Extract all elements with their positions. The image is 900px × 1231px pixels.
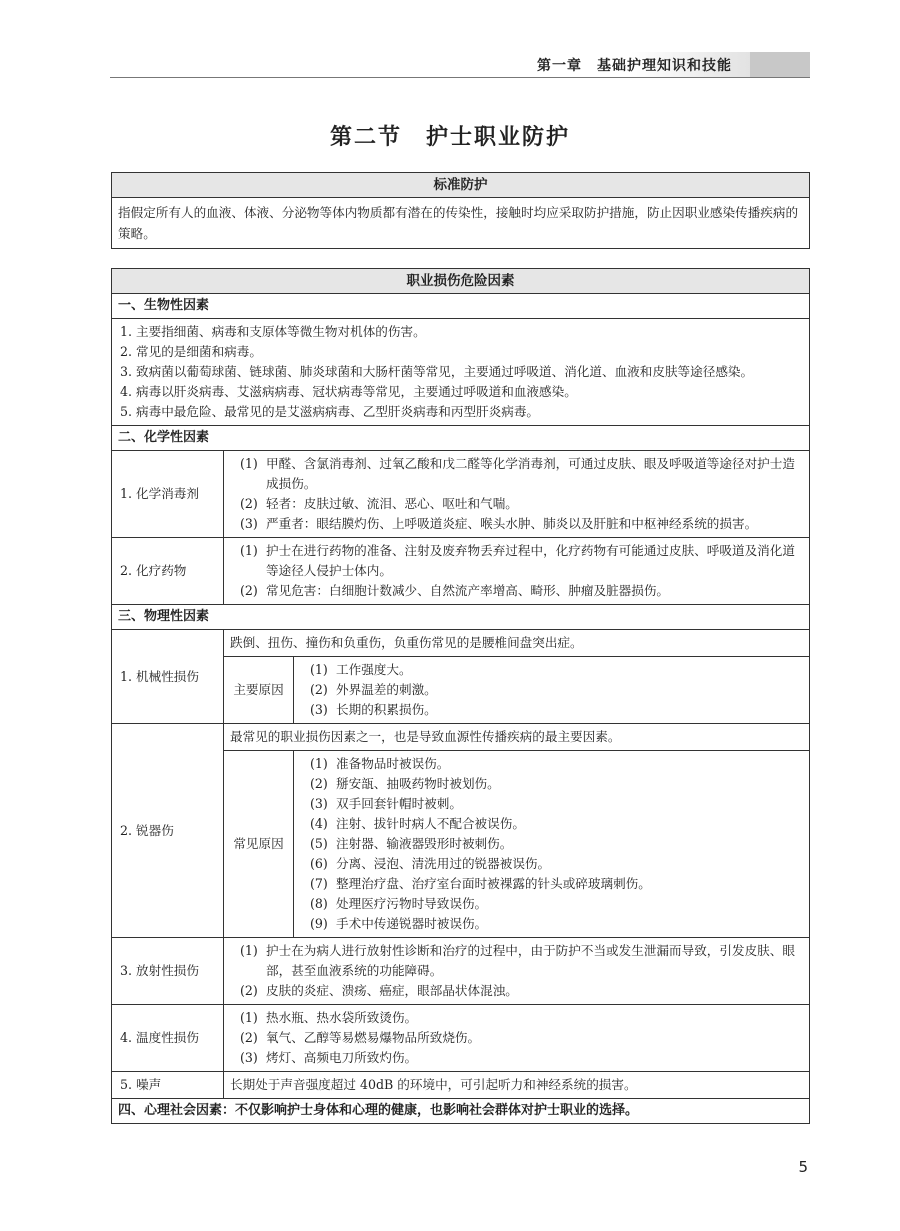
noise-desc: 长期处于声音强度超过 40dB 的环境中，可引起听力和神经系统的损害。 — [224, 1072, 810, 1099]
mech-causes — [294, 657, 810, 724]
item-text: 皮肤的炎症、溃疡、癌症，眼部晶状体混浊。 — [266, 983, 518, 998]
item-number: (9) — [310, 916, 328, 931]
item-number: (6) — [310, 856, 328, 871]
item-number: (1) — [240, 1010, 258, 1025]
risk-table-header: 职业损伤危险因素 — [112, 269, 810, 294]
item-number: (3) — [310, 702, 328, 717]
chemo-label: 2. 化疗药物 — [112, 538, 224, 605]
noise-label: 5. 噪声 — [112, 1072, 224, 1099]
sharp-desc: 最常见的职业损伤因素之一，也是导致血源性传播疾病的最主要因素。 — [224, 724, 810, 751]
phys-section-title: 三、物理性因素 — [112, 605, 810, 630]
disinfectant-items — [224, 451, 810, 538]
standard-protection-table — [111, 172, 810, 249]
item-text: 双手回套针帽时被刺。 — [336, 796, 462, 811]
item-text: 热水瓶、热水袋所致烫伤。 — [266, 1010, 418, 1025]
item-text: 分离、浸泡、清洗用过的锐器被误伤。 — [336, 856, 551, 871]
list-item — [300, 814, 803, 834]
mech-desc: 跌倒、扭伤、撞伤和负重伤，负重伤常见的是腰椎间盘突出症。 — [224, 630, 810, 657]
list-item — [300, 680, 803, 700]
item-number: (4) — [310, 816, 328, 831]
item-text: 整理治疗盘、治疗室台面时被裸露的针头或碎玻璃刺伤。 — [336, 876, 651, 891]
item-number: (2) — [310, 682, 328, 697]
item-text: 常见危害：白细胞计数减少、自然流产率增高、畸形、肿瘤及脏器损伤。 — [266, 583, 669, 598]
item-number: (2) — [310, 776, 328, 791]
list-item — [300, 874, 803, 894]
list-item — [230, 454, 803, 494]
list-item — [230, 981, 803, 1001]
item-text: 处理医疗污物时导致误伤。 — [336, 896, 488, 911]
list-item — [300, 660, 803, 680]
chem-section-title: 二、化学性因素 — [112, 426, 810, 451]
list-item — [230, 941, 803, 981]
item-number: (3) — [310, 796, 328, 811]
list-item — [230, 541, 803, 581]
list-item: 2. 常见的是细菌和病毒。 — [120, 344, 262, 359]
list-item: 1. 主要指细菌、病毒和支原体等微生物对机体的伤害。 — [120, 324, 426, 339]
bio-items — [112, 319, 810, 426]
list-item: 5. 病毒中最危险、最常见的是艾滋病病毒、乙型肝炎病毒和丙型肝炎病毒。 — [120, 404, 540, 419]
mech-cause-label: 主要原因 — [224, 657, 294, 724]
disinfectant-label: 1. 化学消毒剂 — [112, 451, 224, 538]
sharp-cause-label: 常见原因 — [224, 751, 294, 938]
chapter-title: 第一章 基础护理知识和技能 — [537, 58, 732, 74]
item-number: (3) — [240, 1050, 258, 1065]
item-number: (2) — [240, 1030, 258, 1045]
list-item — [300, 894, 803, 914]
item-text: 护士在进行药物的准备、注射及废弃物丢弃过程中，化疗药物有可能通过皮肤、呼吸道及消化道等途径人侵护士体内。 — [266, 543, 795, 578]
item-text: 准备物品时被误伤。 — [336, 756, 450, 771]
item-number: (1) — [240, 543, 258, 558]
item-text: 外界温差的刺激。 — [336, 682, 437, 697]
radiation-items — [224, 938, 810, 1005]
running-header — [110, 52, 810, 78]
list-item — [300, 754, 803, 774]
page-number: 5 — [798, 1158, 808, 1176]
item-number: (1) — [310, 756, 328, 771]
list-item — [300, 914, 803, 934]
list-item — [230, 1028, 803, 1048]
item-number: (1) — [310, 662, 328, 677]
psych-section: 四、心理社会因素：不仅影响护士身体和心理的健康，也影响社会群体对护士职业的选择。 — [112, 1099, 810, 1124]
item-number: (2) — [240, 496, 258, 511]
item-text: 长期的积累损伤。 — [336, 702, 437, 717]
list-item — [300, 854, 803, 874]
list-item — [230, 1048, 803, 1068]
list-item — [230, 494, 803, 514]
list-item — [300, 700, 803, 720]
standard-protection-header: 标准防护 — [112, 173, 810, 198]
mech-label: 1. 机械性损伤 — [112, 630, 224, 724]
item-number: (3) — [240, 516, 258, 531]
temperature-items — [224, 1005, 810, 1072]
list-item — [300, 794, 803, 814]
header-grey-block — [750, 52, 810, 78]
sharp-label: 2. 锐器伤 — [112, 724, 224, 938]
list-item — [300, 834, 803, 854]
list-item — [230, 1008, 803, 1028]
radiation-label: 3. 放射性损伤 — [112, 938, 224, 1005]
item-text: 手术中传递锐器时被误伤。 — [336, 916, 488, 931]
item-text: 注射器、输液器毁形时被刺伤。 — [336, 836, 513, 851]
item-text: 氧气、乙醇等易燃易爆物品所致烧伤。 — [266, 1030, 481, 1045]
list-item — [300, 774, 803, 794]
item-text: 烤灯、高频电刀所致灼伤。 — [266, 1050, 418, 1065]
item-number: (7) — [310, 876, 328, 891]
list-item: 3. 致病菌以葡萄球菌、链球菌、肺炎球菌和大肠杆菌等常见，主要通过呼吸道、消化道、血液和皮肤等途径感染。 — [120, 364, 754, 379]
item-number: (2) — [240, 983, 258, 998]
temperature-label: 4. 温度性损伤 — [112, 1005, 224, 1072]
item-number: (8) — [310, 896, 328, 911]
chemo-items — [224, 538, 810, 605]
item-text: 严重者：眼结膜灼伤、上呼吸道炎症、喉头水肿、肺炎以及肝脏和中枢神经系统的损害。 — [266, 516, 758, 531]
item-text: 轻者：皮肤过敏、流泪、恶心、呕吐和气喘。 — [266, 496, 518, 511]
bio-section-title: 一、生物性因素 — [112, 294, 810, 319]
list-item — [230, 514, 803, 534]
item-text: 工作强度大。 — [336, 662, 412, 677]
sharp-causes — [294, 751, 810, 938]
list-item: 4. 病毒以肝炎病毒、艾滋病病毒、冠状病毒等常见，主要通过呼吸道和血液感染。 — [120, 384, 577, 399]
list-item — [230, 581, 803, 601]
occupational-risk-table — [111, 268, 810, 1124]
section-title: 第二节 护士职业防护 — [329, 125, 570, 150]
item-number: (5) — [310, 836, 328, 851]
standard-protection-body: 指假定所有人的血液、体液、分泌物等体内物质都有潜在的传染性，接触时均应采取防护措施，防止因职业感染传播疾病的策略。 — [112, 198, 810, 249]
item-number: (2) — [240, 583, 258, 598]
item-number: (1) — [240, 943, 258, 958]
item-text: 掰安瓿、抽吸药物时被划伤。 — [336, 776, 500, 791]
item-text: 甲醛、含氯消毒剂、过氧乙酸和戊二醛等化学消毒剂，可通过皮肤、眼及呼吸道等途径对护士造成损伤。 — [266, 456, 795, 491]
item-text: 护士在为病人进行放射性诊断和治疗的过程中，由于防护不当或发生泄漏而导致，引发皮肤、眼部，甚至血液系统的功能障碍。 — [266, 943, 795, 978]
item-text: 注射、拔针时病人不配合被误伤。 — [336, 816, 525, 831]
header-rule — [110, 77, 810, 78]
item-number: (1) — [240, 456, 258, 471]
